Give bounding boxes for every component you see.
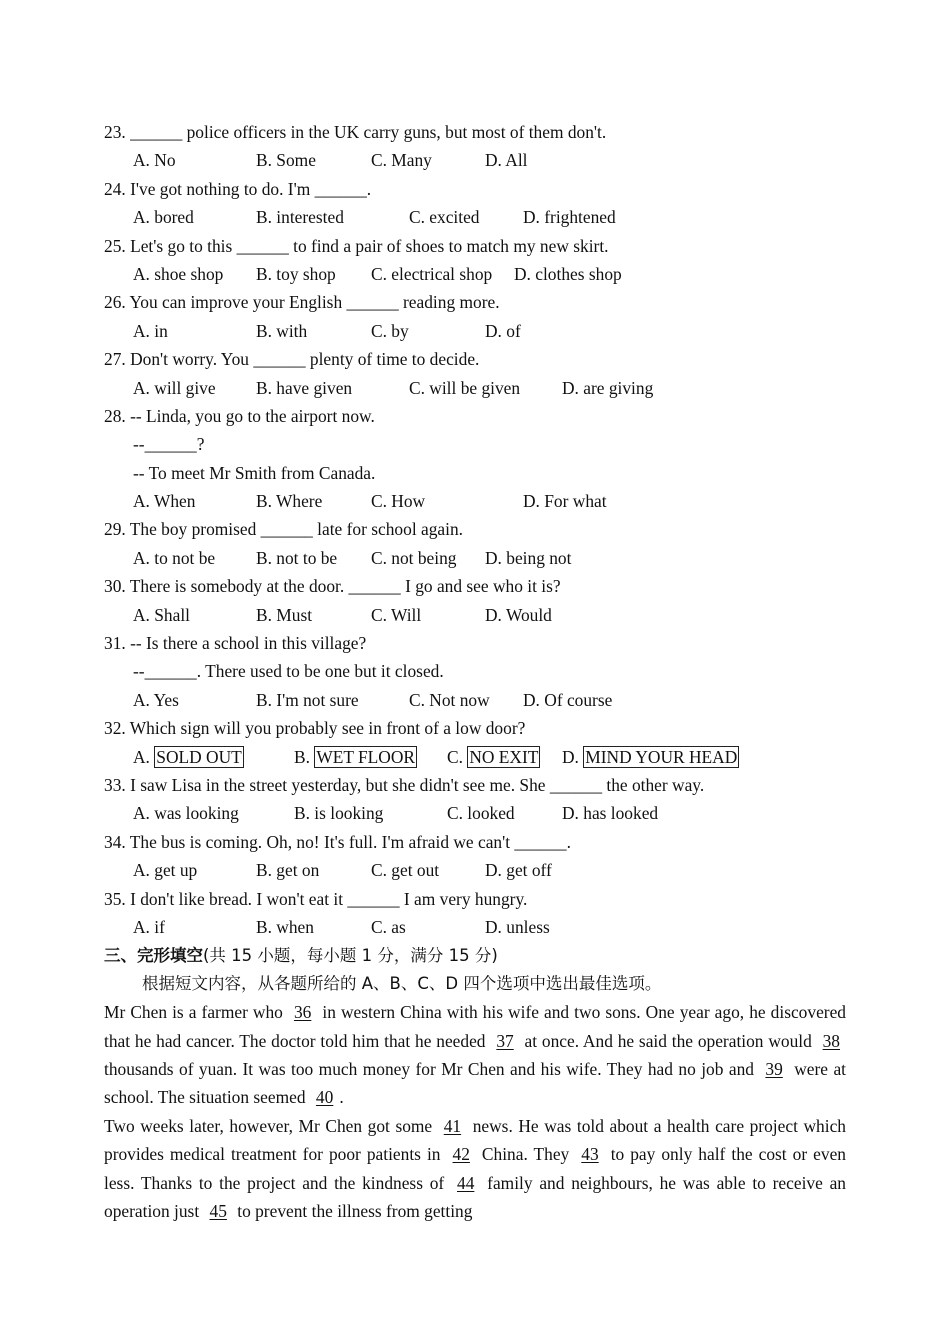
passage-text: . xyxy=(339,1087,344,1108)
option: A. Shall xyxy=(133,604,191,625)
options-row xyxy=(104,544,846,572)
passage-text: at once. And he said the operation would xyxy=(519,1030,817,1051)
option: B. interested xyxy=(256,207,344,228)
option: D. Would xyxy=(485,604,552,625)
options-row xyxy=(104,686,846,714)
option: A. bored xyxy=(133,207,194,228)
option: C. Not now xyxy=(409,689,490,710)
option: A. in xyxy=(133,320,168,341)
option-sign xyxy=(562,743,739,771)
question-stem: 24. I've got nothing to do. I'm ______. xyxy=(104,178,372,199)
option: B. Some xyxy=(256,150,316,171)
question-stem: 27. Don't worry. You ______ plenty of time to decide. xyxy=(104,349,480,370)
passage-text: in western China with his wife and two sons. One year ago, he discovered that he had cancer. The doctor told him that he needed xyxy=(104,1002,846,1051)
option: D. For what xyxy=(523,491,607,512)
option: A. Yes xyxy=(133,689,179,710)
passage-text: news. He was told about a health care project which provides medical treatment for poor patients in xyxy=(104,1115,846,1165)
blank-number: 44 xyxy=(457,1172,475,1193)
passage-text: Mr Chen is a farmer who xyxy=(104,1002,288,1023)
option: D. being not xyxy=(485,547,572,568)
option: A. will give xyxy=(133,377,216,398)
dialog-line: --______. There used to be one but it closed. xyxy=(133,661,444,682)
option: B. is looking xyxy=(294,803,384,824)
section-instruction: 根据短文内容，从各题所给的 A、B、C、D 四个选项中选出最佳选项。 xyxy=(142,973,662,993)
option: A. When xyxy=(133,491,196,512)
sign-text: WET FLOOR xyxy=(316,746,416,767)
options-row xyxy=(104,203,846,231)
blank-number: 42 xyxy=(452,1144,470,1165)
option: C. as xyxy=(371,916,406,937)
passage-text: to prevent the illness from getting xyxy=(232,1200,473,1221)
option: B. I'm not sure xyxy=(256,689,359,710)
options-row xyxy=(104,487,846,515)
option: C. Will xyxy=(371,604,422,625)
option-letter: D. xyxy=(562,746,579,767)
dialog-line: -- To meet Mr Smith from Canada. xyxy=(133,462,376,483)
blank-number: 40 xyxy=(315,1087,334,1108)
question-stem: 33. I saw Lisa in the street yesterday, but she didn't see me. She ______ the other way. xyxy=(104,774,705,795)
option-sign xyxy=(133,743,244,771)
options-row xyxy=(104,799,846,827)
option: D. are giving xyxy=(562,377,654,398)
sign-text: MIND YOUR HEAD xyxy=(585,746,738,767)
option: C. get out xyxy=(371,860,440,881)
blank-number: 38 xyxy=(822,1030,840,1051)
option: D. frightened xyxy=(523,207,616,228)
option: C. by xyxy=(371,320,409,341)
option: A. was looking xyxy=(133,803,239,824)
option: D. unless xyxy=(485,916,550,937)
option: B. Must xyxy=(256,604,313,625)
exam-page xyxy=(104,118,846,1225)
sign-text: SOLD OUT xyxy=(156,746,242,767)
option-letter: B. xyxy=(294,746,310,767)
option: C. looked xyxy=(447,803,515,824)
option: B. toy shop xyxy=(256,263,336,284)
question-stem: 25. Let's go to this ______ to find a pair of shoes to match my new skirt. xyxy=(104,235,609,256)
sign-text: NO EXIT xyxy=(469,746,539,767)
option: D. of xyxy=(485,320,521,341)
option: B. with xyxy=(256,320,308,341)
blank-number: 39 xyxy=(765,1058,783,1079)
options-row xyxy=(104,317,846,345)
option: B. have given xyxy=(256,377,353,398)
question-stem: 31. -- Is there a school in this village? xyxy=(104,633,367,654)
passage-text: thousands of yuan. It was too much money for Mr Chen and his wife. They had no job and xyxy=(104,1058,760,1079)
option: C. not being xyxy=(371,547,457,568)
option: A. get up xyxy=(133,860,198,881)
question-stem: 28. -- Linda, you go to the airport now. xyxy=(104,405,375,426)
blank-number: 36 xyxy=(293,1002,312,1023)
option: C. How xyxy=(371,491,426,512)
blank-number: 43 xyxy=(581,1144,599,1165)
section-heading xyxy=(104,941,846,969)
option: A. shoe shop xyxy=(133,263,224,284)
option-letter: A. xyxy=(133,746,150,767)
option-sign xyxy=(447,743,540,771)
option: A. No xyxy=(133,150,176,171)
option: D. Of course xyxy=(523,689,613,710)
question-stem: 30. There is somebody at the door. ______ I go and see who it is? xyxy=(104,576,561,597)
options-row xyxy=(104,601,846,629)
section-note: (共 15 小题，每小题 1 分，满分 15 分) xyxy=(203,946,498,966)
option: A. if xyxy=(133,916,165,937)
option: D. clothes shop xyxy=(514,263,622,284)
option-sign xyxy=(294,743,417,771)
section-title: 三、完形填空 xyxy=(104,946,203,966)
question-stem: 23. ______ police officers in the UK carry guns, but most of them don't. xyxy=(104,122,607,142)
options-row xyxy=(104,856,846,884)
blank-number: 41 xyxy=(443,1115,462,1136)
passage-text: family and neighbours, he was able to receive an operation just xyxy=(104,1172,846,1221)
options-row xyxy=(104,913,846,941)
option: B. Where xyxy=(256,491,323,512)
passage-paragraph xyxy=(104,998,846,1112)
question-stem: 34. The bus is coming. Oh, no! It's full. I'm afraid we can't ______. xyxy=(104,831,571,852)
option: B. get on xyxy=(256,860,320,881)
option: A. to not be xyxy=(133,547,216,568)
option-letter: C. xyxy=(447,746,463,767)
option: D. get off xyxy=(485,860,552,881)
option: C. excited xyxy=(409,207,480,228)
dialog-line: --______? xyxy=(133,434,205,455)
option: D. has looked xyxy=(562,803,659,824)
option: C. Many xyxy=(371,150,432,171)
passage-text: China. They xyxy=(475,1144,576,1165)
option: D. All xyxy=(485,150,528,171)
options-row xyxy=(104,146,846,174)
question-stem: 32. Which sign will you probably see in front of a low door? xyxy=(104,718,526,739)
options-row xyxy=(104,374,846,402)
options-row xyxy=(104,260,846,288)
passage-paragraph xyxy=(104,1112,846,1226)
passage-text: were at school. The situation seemed xyxy=(104,1058,846,1108)
option: B. when xyxy=(256,916,314,937)
passage-text: to pay only half the cost or even less. Thanks to the project and the kindness of xyxy=(104,1144,846,1193)
question-stem: 29. The boy promised ______ late for school again. xyxy=(104,519,464,540)
blank-number: 37 xyxy=(496,1030,514,1051)
passage-text: Two weeks later, however, Mr Chen got some xyxy=(104,1115,438,1136)
option: C. electrical shop xyxy=(371,263,493,284)
blank-number: 45 xyxy=(209,1200,227,1221)
question-stem: 35. I don't like bread. I won't eat it ______ I am very hungry. xyxy=(104,888,528,909)
options-row xyxy=(104,743,846,771)
option: B. not to be xyxy=(256,547,338,568)
question-stem: 26. You can improve your English ______ reading more. xyxy=(104,292,500,313)
option: C. will be given xyxy=(409,377,521,398)
